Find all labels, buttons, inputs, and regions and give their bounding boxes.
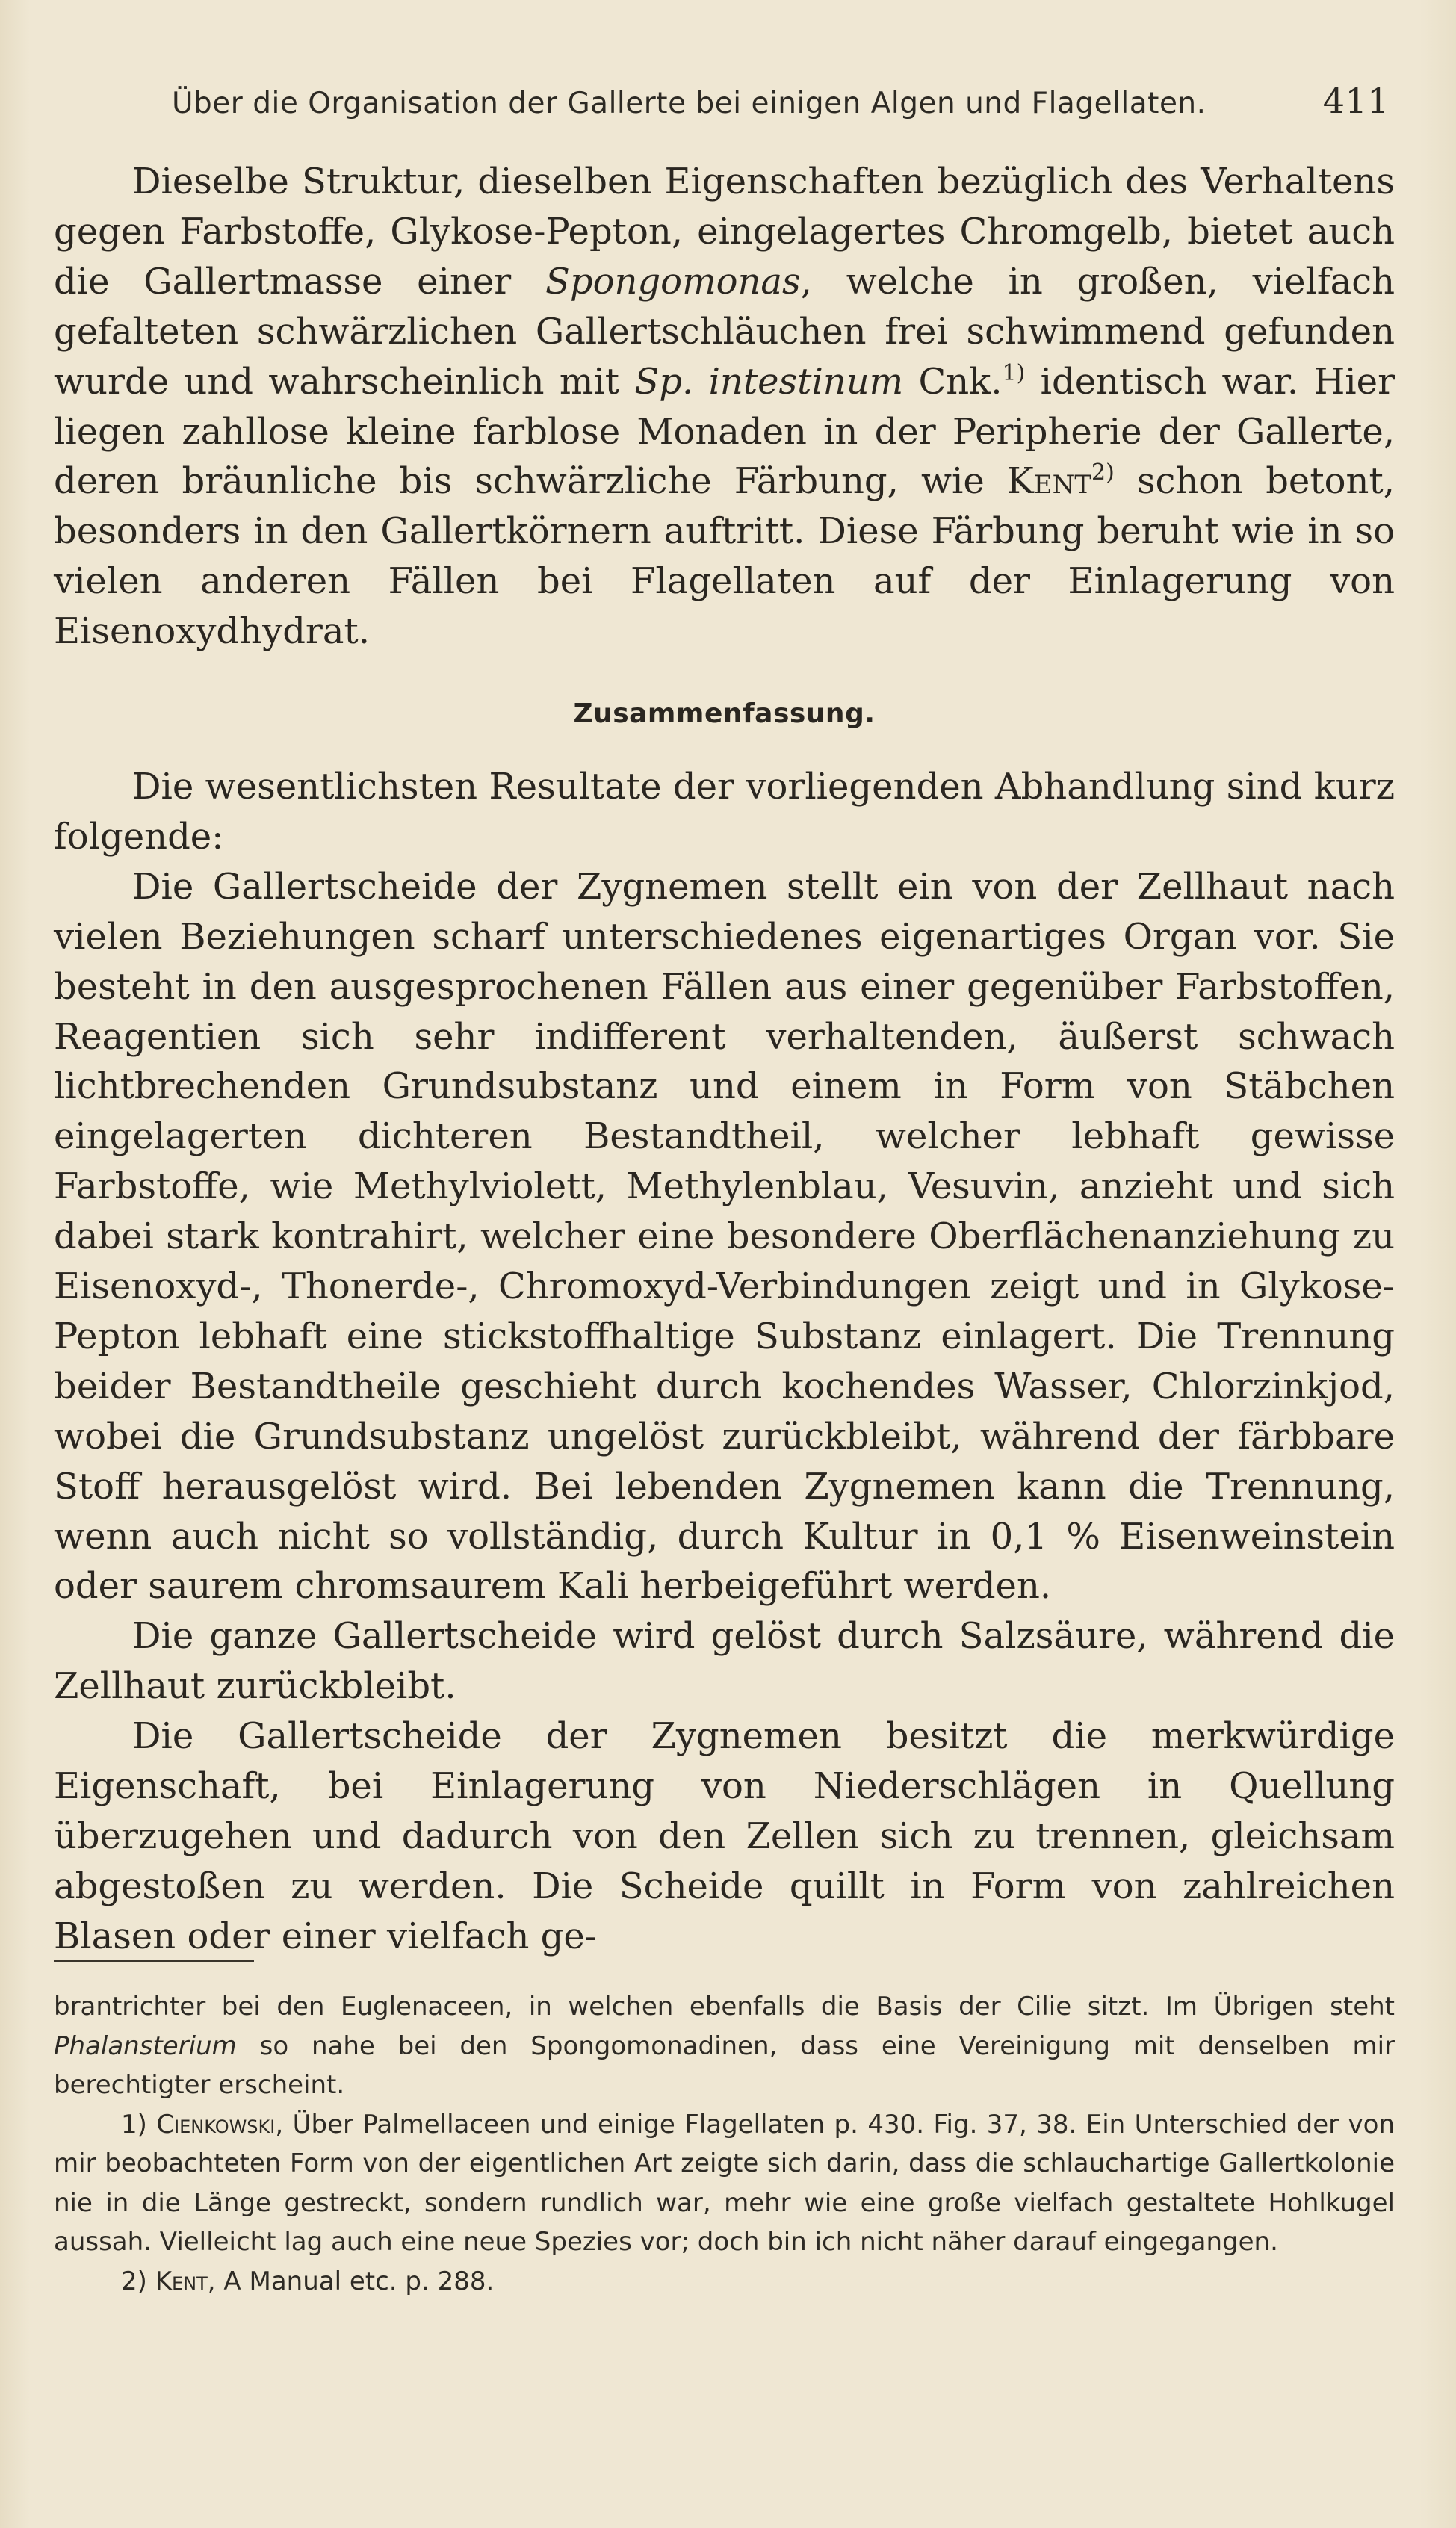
text-segment: , A Manual etc. p. 288. (207, 2266, 495, 2296)
summary-paragraph-2: Die Gallertscheide der Zygnemen stellt ein von der Zellhaut nach vielen Beziehungen scharf unterschiedenes eigenartiges Organ vor. Sie besteht in den ausgesprochenen Fällen aus einer gegenüber Farbstoffen, Reagentien sich sehr indifferent verhaltenden, äußerst schwach lichtbrechenden Grundsubstanz und einem in Form von Stäbchen eingelagerten dichteren Bestandtheil, welcher lebhaft gewisse Farbstoffe, wie Methylviolett, Methylenblau, Vesuvin, anzieht und sich dabei stark kontrahirt, welcher eine besondere Oberflächenanziehung zu Eisenoxyd-, Thonerde-, Chromoxyd-Verbindungen zeigt und in Glykose-Pepton lebhaft eine stickstoffhaltige Substanz einlagert. Die Trennung beider Bestandtheile geschieht durch kochendes Wasser, Chlorzinkjod, wobei die Grundsubstanz ungelöst zurückbleibt, während der färbbare Stoff herausgelöst wird. Bei lebenden Zygnemen kann die Trennung, wenn auch nicht so vollständig, durch Kultur in 0,1 % Eisenweinstein oder saurem chromsaurem Kali herbeigeführt werden. (54, 865, 1395, 1608)
page-number: 411 (1322, 81, 1390, 121)
running-header (172, 81, 1390, 126)
footnote-2 (54, 2262, 1395, 2302)
author-name: Kent (1006, 460, 1091, 503)
summary-paragraph-4: Die Gallertscheide der Zygnemen besitzt die merkwürdige Eigenschaft, bei Einlagerung von Niederschlägen in Quellung überzugehen und dadurch von den Zellen sich zu trennen, gleichsam abgestoßen zu werden. Die Scheide quillt in Form von zahlreichen Blasen oder einer vielfach ge- (54, 1715, 1395, 1957)
text-segment: brantrichter bei den Euglenaceen, in welchen ebenfalls die Basis der Cilie sitzt. Im Übrigen steht (54, 1992, 1395, 2022)
genus-name: Phalansterium (54, 2030, 237, 2061)
text-segment: so nahe bei den Spongomonadinen, dass eine Vereinigung mit denselben mir berechtigter erscheint. (54, 2030, 1395, 2100)
footnote-ref-1[interactable]: 1) (1002, 359, 1026, 386)
text-segment: Dieselbe Struktur, dieselben Eigenschaften bezüglich des Verhaltens gegen Farbstoffe, Glykose-Pepton, eingelagertes Chromgelb, bietet auch die Gallertmasse einer (54, 161, 1395, 303)
species-name: Sp. intestinum (634, 360, 904, 403)
genus-name: Spongomonas (545, 260, 801, 303)
running-title: Über die Organisation der Gallerte bei einigen Algen und Flagellaten. (172, 87, 1206, 120)
text-segment: Cnk. (903, 360, 1003, 403)
intro-paragraph (54, 157, 1395, 657)
footnote-marker: 1) (121, 2109, 147, 2140)
footnote-rule (54, 1960, 254, 1962)
section-heading: Zusammenfassung. (573, 698, 876, 730)
summary-paragraph-3: Die ganze Gallertscheide wird gelöst durch Salzsäure, während die Zellhaut zurückbleibt. (54, 1615, 1395, 1708)
text-segment: schon betont, besonders in den Gallertkörnern auftritt. Diese Färbung beruht wie in so vielen anderen Fällen bei Flagellaten auf der Einlagerung von Eisenoxydhydrat. (54, 460, 1395, 653)
footnote-1 (54, 2105, 1395, 2262)
summary-paragraph-1: Die wesentlichsten Resultate der vorliegenden Abhandlung sind kurz folgende: (54, 765, 1395, 858)
text-segment: , welche in großen, vielfach gefalteten schwärzlichen Gallertschläuchen frei schwimmend gefunden wurde und wahrscheinlich mit (54, 260, 1395, 403)
main-text (54, 157, 1395, 1962)
author-name: Cienkowski (156, 2109, 276, 2140)
footnote-continuation (54, 1987, 1395, 2105)
text-segment: identisch war. Hier liegen zahllose kleine farblose Monaden in der Peripherie der Gallerte, deren bräunliche bis schwärzliche Färbung, wie (54, 360, 1395, 503)
footnote-ref-2[interactable]: 2) (1091, 459, 1115, 486)
footnotes (54, 1987, 1395, 2301)
text-segment: , Über Palmellaceen und einige Flagellaten p. 430. Fig. 37, 38. Ein Unterschied der von mir beobachteten Form von der eigentlichen Art zeigte sich darin, dass die schlauchartige Gallertkolonie nie in die Länge gestreckt, sondern rundlich war, mehr wie eine große vielfach gestaltete Hohlkugel aussah. Vielleicht lag auch eine neue Spezies vor; doch bin ich nicht näher darauf eingegangen. (54, 2109, 1395, 2257)
author-name: Kent (155, 2266, 208, 2296)
footnote-marker: 2) (121, 2266, 147, 2296)
